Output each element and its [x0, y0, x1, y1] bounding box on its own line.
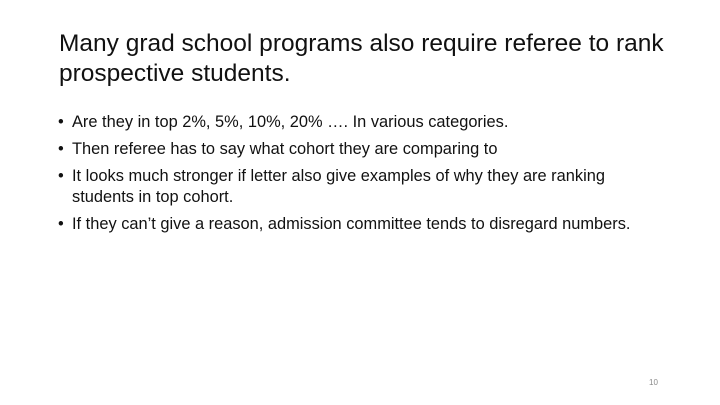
- bullet-text: It looks much stronger if letter also give examples of why they are ranking students in top cohort.: [72, 167, 605, 206]
- bullet-glyph: •: [58, 140, 64, 158]
- bullet-text: If they can’t give a reason, admission committee tends to disregard numbers.: [72, 215, 631, 233]
- bullet-text: Are they in top 2%, 5%, 10%, 20% …. In various categories.: [72, 113, 509, 131]
- slide-title: Many grad school programs also require referee to rank prospective students.: [59, 30, 664, 87]
- bullet-list: [58, 112, 668, 241]
- bullet-item: [58, 166, 668, 208]
- bullet-glyph: •: [58, 215, 64, 233]
- bullet-glyph: •: [58, 167, 64, 185]
- bullet-item: [58, 214, 668, 235]
- bullet-text: Then referee has to say what cohort they are comparing to: [72, 140, 498, 158]
- bullet-glyph: •: [58, 113, 64, 131]
- slide-number: 10: [649, 378, 658, 387]
- bullet-item: [58, 112, 668, 133]
- bullet-item: [58, 139, 668, 160]
